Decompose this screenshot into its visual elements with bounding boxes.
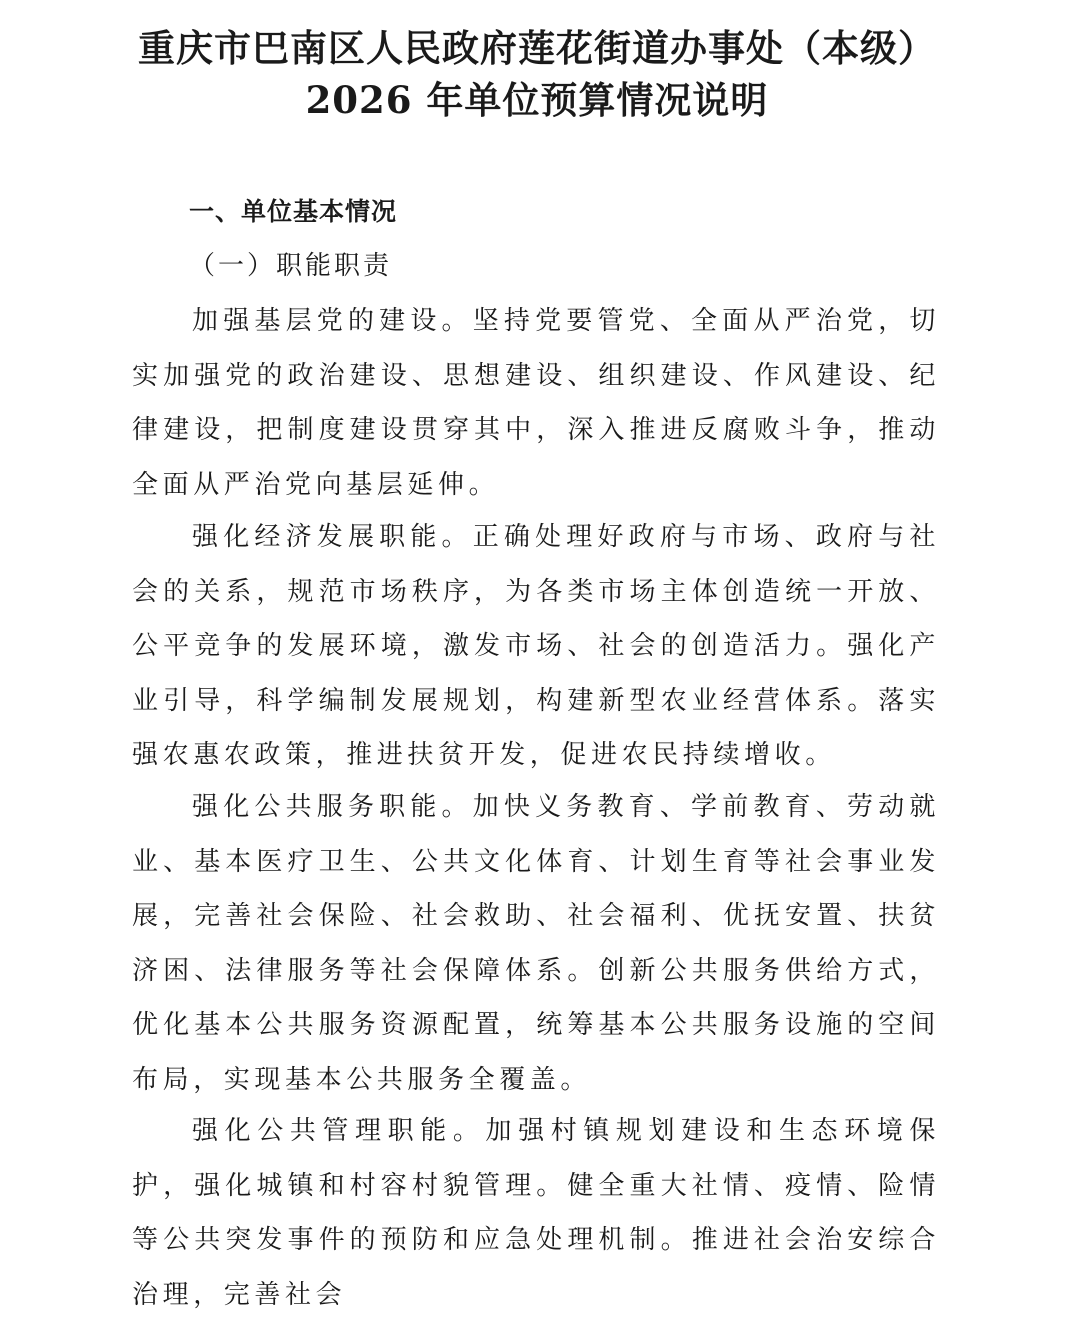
- paragraph-public-service: 强化公共服务职能。加快义务教育、学前教育、劳动就业、基本医疗卫生、公共文化体育、计划生育等社会事业发展，完善社会保险、社会救助、社会福利、优抚安置、扶贫济困、法律服务等社会保障体系。创新公共服务供给方式，优化基本公共服务资源配置，统筹基本公共服务设施的空间布局，实现基本公共服务全覆盖。: [132, 792, 940, 1095]
- paragraph-economic-development: 强化经济发展职能。正确处理好政府与市场、政府与社会的关系，规范市场秩序，为各类市场主体创造统一开放、公平竞争的发展环境，激发市场、社会的创造活力。强化产业引导，科学编制发展规划，构建新型农业经营体系。落实强农惠农政策，推进扶贫开发，促进农民持续增收。: [132, 522, 940, 771]
- paragraph-public-management: 强化公共管理职能。加强村镇规划建设和生态环境保护，强化城镇和村容村貌管理。健全重大社情、疫情、险情等公共突发事件的预防和应急处理机制。推进社会治安综合治理，完善社会: [132, 1116, 940, 1310]
- document-title-line-1: 重庆市巴南区人民政府莲花街道办事处（本级）: [138, 26, 936, 70]
- document-title-line-2: 2026 年单位预算情况说明: [305, 78, 769, 122]
- paragraph-party-building: 加强基层党的建设。坚持党要管党、全面从严治党，切实加强党的政治建设、思想建设、组织建设、作风建设、纪律建设，把制度建设贯穿其中，深入推进反腐败斗争，推动全面从严治党向基层延伸。: [132, 306, 940, 500]
- section-heading: 一、单位基本情况: [189, 197, 398, 226]
- subsection-heading: （一）职能职责: [189, 251, 393, 281]
